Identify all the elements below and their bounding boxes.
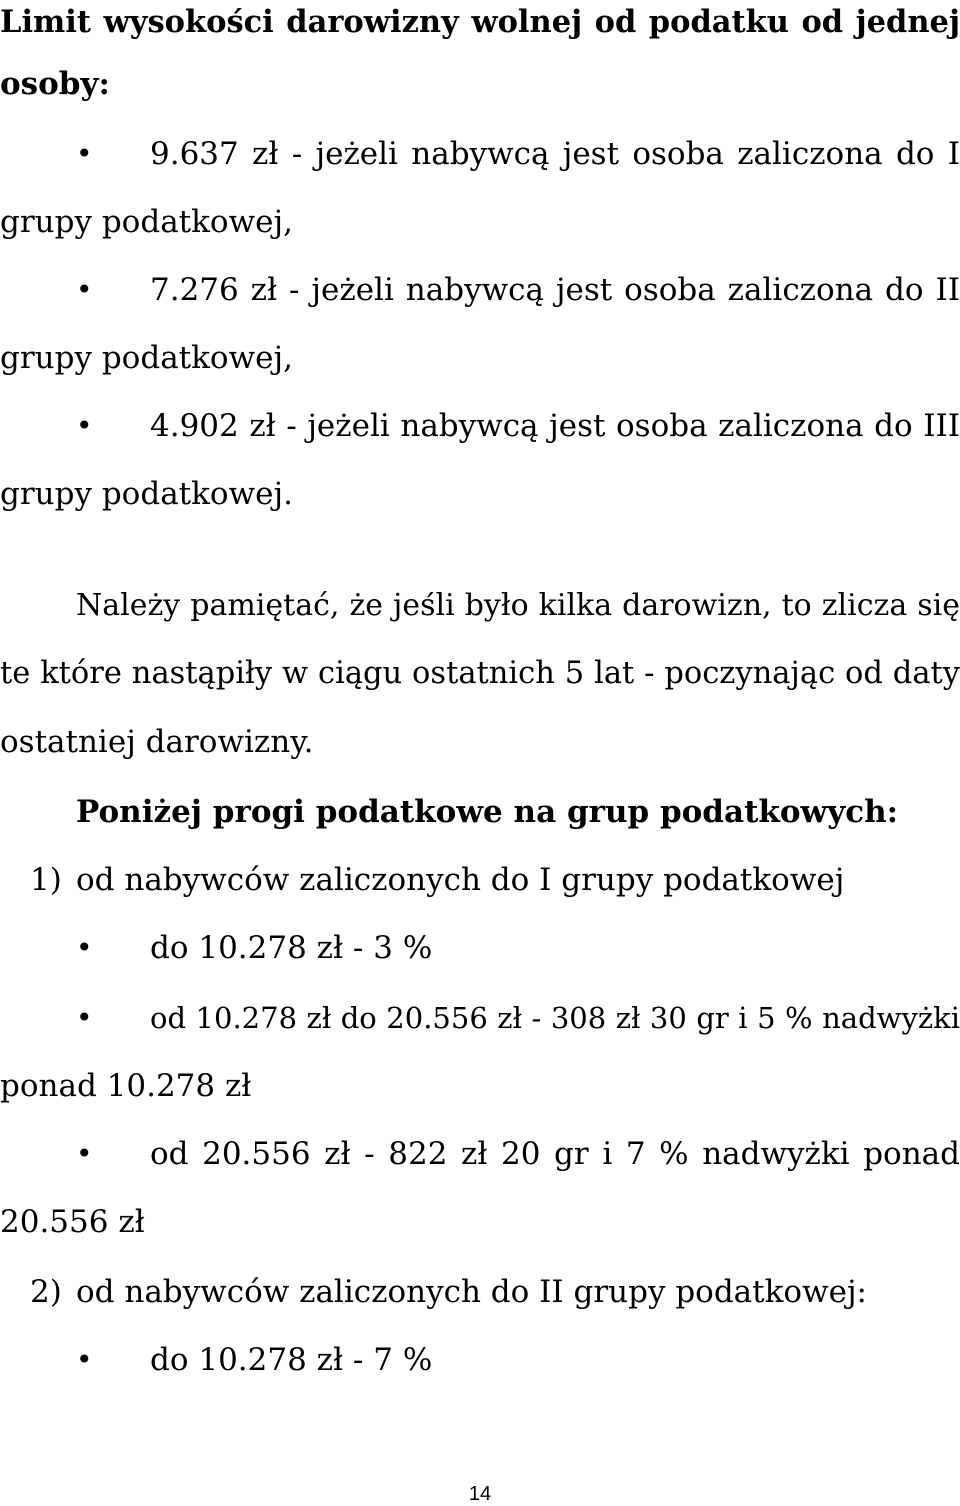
bullet-icon: • bbox=[76, 931, 93, 964]
group-1-item-2-line-2: ponad 10.278 zł bbox=[0, 1068, 252, 1104]
note-line-3: ostatniej darowizny. bbox=[0, 724, 314, 760]
bullet-icon: • bbox=[76, 1001, 93, 1034]
thresholds-heading: Poniżej progi podatkowe na grup podatkowych: bbox=[76, 794, 899, 830]
note-line-1: Należy pamiętać, że jeśli było kilka darowizn, to zlicza się bbox=[76, 588, 960, 623]
note-line-2: te które nastąpiły w ciągu ostatnich 5 lat - poczynając od daty bbox=[0, 656, 960, 691]
bullet-icon: • bbox=[76, 1343, 93, 1376]
group-2-number: 2) bbox=[30, 1274, 62, 1310]
heading-line-2: osoby: bbox=[0, 66, 110, 102]
limit-item-3-line-1: 4.902 zł - jeżeli nabywcą jest osoba zaliczona do III bbox=[150, 408, 960, 444]
group-1-item-2-line-1: od 10.278 zł do 20.556 zł - 308 zł 30 gr i 5 % nadwyżki bbox=[150, 1001, 960, 1035]
heading-line-1: Limit wysokości darowizny wolnej od podatku od jednej bbox=[0, 4, 960, 40]
limit-item-1-line-1: 9.637 zł - jeżeli nabywcą jest osoba zaliczona do I bbox=[150, 136, 960, 172]
bullet-icon: • bbox=[76, 409, 93, 442]
group-2-label: od nabywców zaliczonych do II grupy podatkowej: bbox=[76, 1274, 867, 1310]
limit-item-2-line-1: 7.276 zł - jeżeli nabywcą jest osoba zaliczona do II bbox=[150, 272, 960, 308]
bullet-icon: • bbox=[76, 273, 93, 306]
limit-item-2-line-2: grupy podatkowej, bbox=[0, 340, 293, 376]
group-1-item-1: do 10.278 zł - 3 % bbox=[150, 930, 433, 966]
group-1-item-3-line-2: 20.556 zł bbox=[0, 1204, 145, 1240]
limit-item-1-line-2: grupy podatkowej, bbox=[0, 204, 293, 240]
group-1-label: od nabywców zaliczonych do I grupy podatkowej bbox=[76, 862, 845, 898]
group-1-number: 1) bbox=[30, 862, 62, 898]
limit-item-3-line-2: grupy podatkowej. bbox=[0, 476, 293, 512]
bullet-icon: • bbox=[76, 137, 93, 170]
bullet-icon: • bbox=[76, 1137, 93, 1170]
page-number: 14 bbox=[468, 1483, 492, 1505]
group-2-item-1: do 10.278 zł - 7 % bbox=[150, 1342, 433, 1378]
group-1-item-3-line-1: od 20.556 zł - 822 zł 20 gr i 7 % nadwyżki ponad bbox=[150, 1136, 960, 1172]
